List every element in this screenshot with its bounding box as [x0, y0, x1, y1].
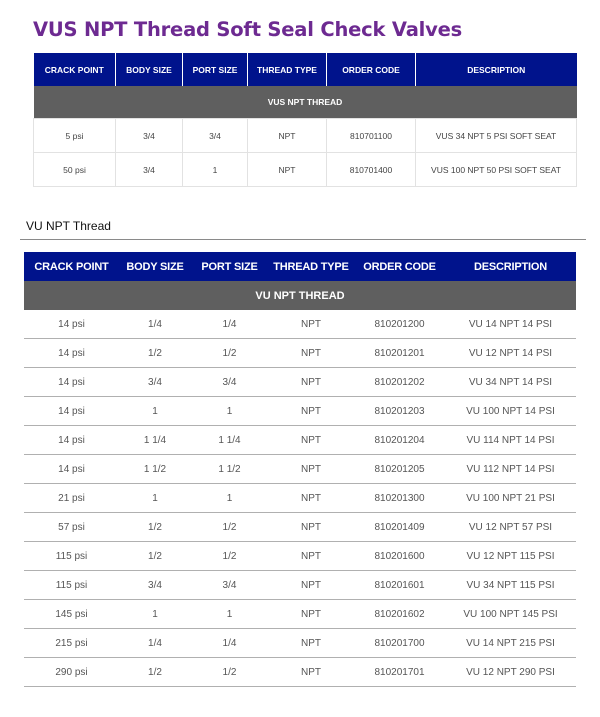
thread-type-cell: NPT — [268, 397, 354, 426]
table-row — [24, 513, 576, 542]
thread-type-cell: NPT — [268, 339, 354, 368]
order-code-cell: 810201600 — [354, 542, 445, 571]
thread-type-cell: NPT — [248, 119, 327, 153]
order-code-cell: 810201200 — [354, 310, 445, 339]
port-size-cell: 1/4 — [191, 310, 268, 339]
description-cell: VU 12 NPT 115 PSI — [445, 542, 576, 571]
description-cell: VUS 100 NPT 50 PSI SOFT SEAT — [416, 153, 577, 187]
order-code-cell: 810701400 — [327, 153, 416, 187]
thread-type-cell: NPT — [268, 426, 354, 455]
description-cell: VU 34 NPT 115 PSI — [445, 571, 576, 600]
header-order-code: ORDER CODE — [327, 53, 416, 86]
thread-type-cell: NPT — [268, 310, 354, 339]
order-code-cell: 810201602 — [354, 600, 445, 629]
port-size-cell: 3/4 — [183, 119, 248, 153]
order-code-cell: 810201204 — [354, 426, 445, 455]
description-cell: VU 14 NPT 215 PSI — [445, 629, 576, 658]
port-size-cell: 3/4 — [191, 571, 268, 600]
order-code-cell: 810201701 — [354, 658, 445, 687]
crack-point-cell: 50 psi — [34, 153, 116, 187]
vus-npt-table — [33, 53, 577, 187]
section-row — [24, 281, 576, 310]
table-row — [34, 119, 577, 153]
port-size-cell: 1/2 — [191, 513, 268, 542]
description-cell: VU 34 NPT 14 PSI — [445, 368, 576, 397]
thread-type-cell: NPT — [268, 368, 354, 397]
crack-point-cell: 145 psi — [24, 600, 119, 629]
description-cell: VU 14 NPT 14 PSI — [445, 310, 576, 339]
header-body-size: BODY SIZE — [119, 252, 191, 281]
order-code-cell: 810201300 — [354, 484, 445, 513]
header-thread-type: THREAD TYPE — [248, 53, 327, 86]
body-size-cell: 3/4 — [119, 571, 191, 600]
table-row — [24, 426, 576, 455]
table-row — [34, 153, 577, 187]
crack-point-cell: 14 psi — [24, 368, 119, 397]
table-header-row — [24, 252, 576, 281]
section-heading: VU NPT Thread — [26, 219, 111, 233]
header-description: DESCRIPTION — [416, 53, 577, 86]
body-size-cell: 1/4 — [119, 310, 191, 339]
table-row — [24, 310, 576, 339]
body-size-cell: 1 1/4 — [119, 426, 191, 455]
description-cell: VU 114 NPT 14 PSI — [445, 426, 576, 455]
table-row — [24, 484, 576, 513]
description-cell: VU 12 NPT 57 PSI — [445, 513, 576, 542]
description-cell: VU 100 NPT 145 PSI — [445, 600, 576, 629]
order-code-cell: 810201201 — [354, 339, 445, 368]
port-size-cell: 1/2 — [191, 339, 268, 368]
body-size-cell: 3/4 — [116, 119, 183, 153]
port-size-cell: 1 — [183, 153, 248, 187]
body-size-cell: 1/2 — [119, 339, 191, 368]
section-label: VU NPT THREAD — [24, 281, 576, 310]
table-row — [24, 339, 576, 368]
thread-type-cell: NPT — [268, 600, 354, 629]
description-cell: VU 100 NPT 21 PSI — [445, 484, 576, 513]
port-size-cell: 1/2 — [191, 658, 268, 687]
body-size-cell: 3/4 — [116, 153, 183, 187]
thread-type-cell: NPT — [268, 513, 354, 542]
body-size-cell: 1/2 — [119, 658, 191, 687]
crack-point-cell: 14 psi — [24, 310, 119, 339]
section-row — [34, 86, 577, 119]
crack-point-cell: 14 psi — [24, 339, 119, 368]
header-port-size: PORT SIZE — [191, 252, 268, 281]
table-row — [24, 455, 576, 484]
crack-point-cell: 5 psi — [34, 119, 116, 153]
port-size-cell: 1 — [191, 397, 268, 426]
description-cell: VU 100 NPT 14 PSI — [445, 397, 576, 426]
header-crack-point: CRACK POINT — [24, 252, 119, 281]
order-code-cell: 810201601 — [354, 571, 445, 600]
description-cell: VU 12 NPT 290 PSI — [445, 658, 576, 687]
crack-point-cell: 21 psi — [24, 484, 119, 513]
crack-point-cell: 115 psi — [24, 571, 119, 600]
body-size-cell: 3/4 — [119, 368, 191, 397]
description-cell: VU 112 NPT 14 PSI — [445, 455, 576, 484]
description-cell: VUS 34 NPT 5 PSI SOFT SEAT — [416, 119, 577, 153]
port-size-cell: 1/4 — [191, 629, 268, 658]
header-thread-type: THREAD TYPE — [268, 252, 354, 281]
thread-type-cell: NPT — [268, 571, 354, 600]
page-title: VUS NPT Thread Soft Seal Check Valves — [33, 18, 463, 41]
crack-point-cell: 14 psi — [24, 455, 119, 484]
thread-type-cell: NPT — [268, 484, 354, 513]
port-size-cell: 1 — [191, 484, 268, 513]
thread-type-cell: NPT — [268, 455, 354, 484]
crack-point-cell: 14 psi — [24, 397, 119, 426]
order-code-cell: 810701100 — [327, 119, 416, 153]
body-size-cell: 1/4 — [119, 629, 191, 658]
body-size-cell: 1 — [119, 600, 191, 629]
body-size-cell: 1/2 — [119, 542, 191, 571]
table-row — [24, 397, 576, 426]
body-size-cell: 1 — [119, 484, 191, 513]
port-size-cell: 1/2 — [191, 542, 268, 571]
table-header-row — [34, 53, 577, 86]
table-row — [24, 600, 576, 629]
port-size-cell: 1 1/4 — [191, 426, 268, 455]
body-size-cell: 1/2 — [119, 513, 191, 542]
order-code-cell: 810201700 — [354, 629, 445, 658]
divider — [20, 239, 586, 240]
thread-type-cell: NPT — [268, 658, 354, 687]
header-order-code: ORDER CODE — [354, 252, 445, 281]
crack-point-cell: 57 psi — [24, 513, 119, 542]
order-code-cell: 810201203 — [354, 397, 445, 426]
header-port-size: PORT SIZE — [183, 53, 248, 86]
table-row — [24, 658, 576, 687]
crack-point-cell: 215 psi — [24, 629, 119, 658]
body-size-cell: 1 — [119, 397, 191, 426]
order-code-cell: 810201205 — [354, 455, 445, 484]
table-row — [24, 571, 576, 600]
header-crack-point: CRACK POINT — [34, 53, 116, 86]
table-row — [24, 629, 576, 658]
thread-type-cell: NPT — [268, 629, 354, 658]
crack-point-cell: 290 psi — [24, 658, 119, 687]
header-body-size: BODY SIZE — [116, 53, 183, 86]
port-size-cell: 1 1/2 — [191, 455, 268, 484]
thread-type-cell: NPT — [268, 542, 354, 571]
vu-npt-table — [24, 252, 576, 687]
table-row — [24, 368, 576, 397]
order-code-cell: 810201409 — [354, 513, 445, 542]
table-row — [24, 542, 576, 571]
crack-point-cell: 14 psi — [24, 426, 119, 455]
port-size-cell: 3/4 — [191, 368, 268, 397]
order-code-cell: 810201202 — [354, 368, 445, 397]
port-size-cell: 1 — [191, 600, 268, 629]
crack-point-cell: 115 psi — [24, 542, 119, 571]
body-size-cell: 1 1/2 — [119, 455, 191, 484]
thread-type-cell: NPT — [248, 153, 327, 187]
section-label: VUS NPT THREAD — [34, 86, 577, 119]
header-description: DESCRIPTION — [445, 252, 576, 281]
description-cell: VU 12 NPT 14 PSI — [445, 339, 576, 368]
